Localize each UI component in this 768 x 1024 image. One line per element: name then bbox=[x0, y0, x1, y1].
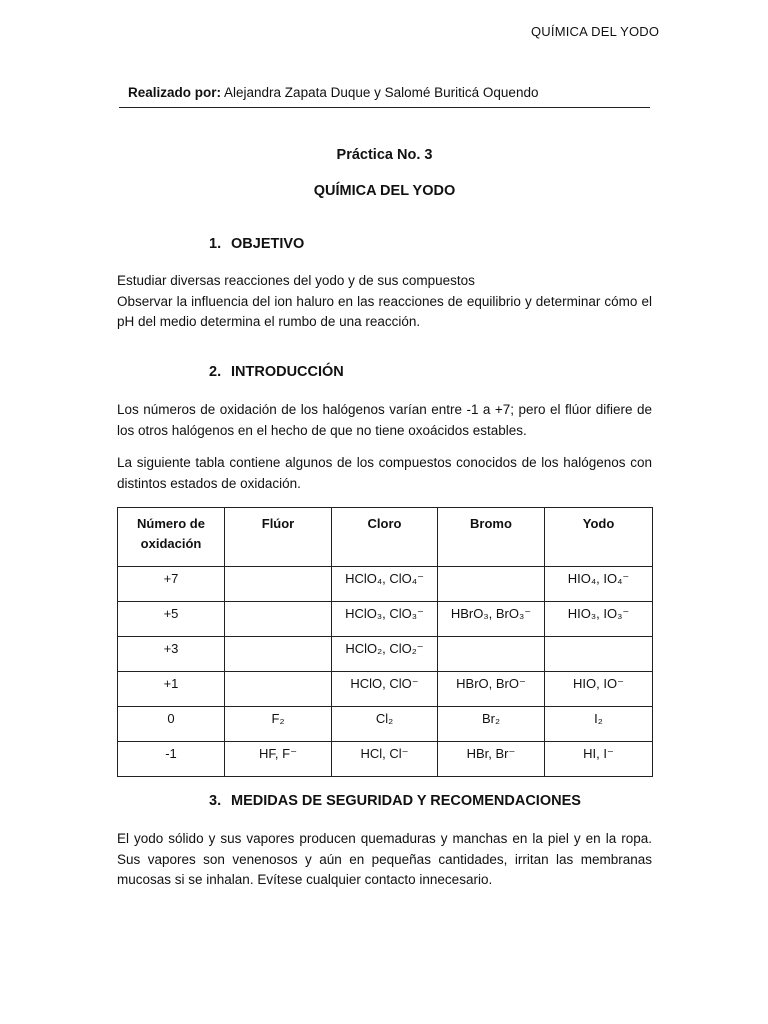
table-cell bbox=[545, 637, 653, 672]
table-cell: HF, F⁻ bbox=[225, 742, 332, 777]
table-row bbox=[118, 602, 653, 637]
table-cell: Cl₂ bbox=[332, 707, 438, 742]
header-yodo: Yodo bbox=[545, 508, 653, 567]
table-cell: HBrO, BrO⁻ bbox=[438, 672, 545, 707]
section-heading-introduccion bbox=[209, 362, 344, 382]
table-cell: HClO, ClO⁻ bbox=[332, 672, 438, 707]
table-cell: F₂ bbox=[225, 707, 332, 742]
table-cell: +5 bbox=[118, 602, 225, 637]
table-cell: HBrO₃, BrO₃⁻ bbox=[438, 602, 545, 637]
section-title: OBJETIVO bbox=[231, 236, 305, 252]
table-row bbox=[118, 742, 653, 777]
table-cell: HI, I⁻ bbox=[545, 742, 653, 777]
introduccion-paragraph-2 bbox=[117, 453, 652, 494]
table-row bbox=[118, 707, 653, 742]
section-heading-medidas-seguridad bbox=[209, 791, 581, 811]
table-cell: 0 bbox=[118, 707, 225, 742]
table-cell bbox=[225, 602, 332, 637]
authors-line bbox=[128, 83, 658, 103]
table-cell: I₂ bbox=[545, 707, 653, 742]
table-row bbox=[118, 637, 653, 672]
section-number: 1. bbox=[209, 236, 222, 252]
section-number: 2. bbox=[209, 364, 222, 380]
table-cell: HClO₂, ClO₂⁻ bbox=[332, 637, 438, 672]
header-divider bbox=[119, 107, 650, 108]
authors-label: Realizado por: bbox=[128, 85, 222, 100]
objetivo-text bbox=[117, 271, 652, 333]
header-bromo: Bromo bbox=[438, 508, 545, 567]
running-header: QUÍMICA DEL YODO bbox=[531, 24, 660, 39]
table-cell bbox=[438, 567, 545, 602]
table-cell: HClO₄, ClO₄⁻ bbox=[332, 567, 438, 602]
section-heading-objetivo bbox=[209, 234, 304, 254]
paragraph: Observar la influencia del ion haluro en las reacciones de equilibrio y determinar cómo el pH del medio determina el rumbo de una reacción. bbox=[117, 293, 652, 329]
oxidation-states-table bbox=[117, 507, 653, 777]
paragraph: El yodo sólido y sus vapores producen quemaduras y manchas en la piel y en la ropa. Sus vapores son venenosos y aún en pequeñas cantidades, irritan las membranas mucosas si se inhalan. Evítese cualquier contacto innecesario. bbox=[117, 831, 652, 887]
authors-names: Alejandra Zapata Duque y Salomé Buriticá Oquendo bbox=[221, 85, 539, 100]
section-title: MEDIDAS DE SEGURIDAD Y RECOMENDACIONES bbox=[231, 793, 581, 809]
table-cell: HCl, Cl⁻ bbox=[332, 742, 438, 777]
table-cell bbox=[225, 567, 332, 602]
header-numero-oxidacion: Número de oxidación bbox=[118, 508, 225, 567]
section-title: INTRODUCCIÓN bbox=[231, 364, 344, 380]
table-cell: -1 bbox=[118, 742, 225, 777]
header-fluor: Flúor bbox=[225, 508, 332, 567]
practice-title: Práctica No. 3 bbox=[336, 147, 433, 163]
table-header-row bbox=[118, 508, 653, 567]
table-cell: +7 bbox=[118, 567, 225, 602]
table-row bbox=[118, 672, 653, 707]
table-cell: +1 bbox=[118, 672, 225, 707]
table-cell: HBr, Br⁻ bbox=[438, 742, 545, 777]
table-cell: HIO, IO⁻ bbox=[545, 672, 653, 707]
paragraph: Estudiar diversas reacciones del yodo y de sus compuestos bbox=[117, 273, 475, 288]
table-row bbox=[118, 567, 653, 602]
header-cloro: Cloro bbox=[332, 508, 438, 567]
paragraph: Los números de oxidación de los halógenos varían entre -1 a +7; pero el flúor difiere de los otros halógenos en el hecho de que no tiene oxoácidos estables. bbox=[117, 402, 652, 438]
document-title: QUÍMICA DEL YODO bbox=[313, 183, 456, 199]
table-cell: Br₂ bbox=[438, 707, 545, 742]
table-cell: HClO₃, ClO₃⁻ bbox=[332, 602, 438, 637]
table-cell: HIO₃, IO₃⁻ bbox=[545, 602, 653, 637]
introduccion-paragraph-1 bbox=[117, 400, 652, 441]
table-cell: HIO₄, IO₄⁻ bbox=[545, 567, 653, 602]
section-number: 3. bbox=[209, 793, 222, 809]
medidas-seguridad-text bbox=[117, 829, 652, 891]
table-cell: +3 bbox=[118, 637, 225, 672]
table-cell bbox=[225, 637, 332, 672]
paragraph: La siguiente tabla contiene algunos de los compuestos conocidos de los halógenos con distintos estados de oxidación. bbox=[117, 455, 652, 491]
table-cell bbox=[438, 637, 545, 672]
table-cell bbox=[225, 672, 332, 707]
